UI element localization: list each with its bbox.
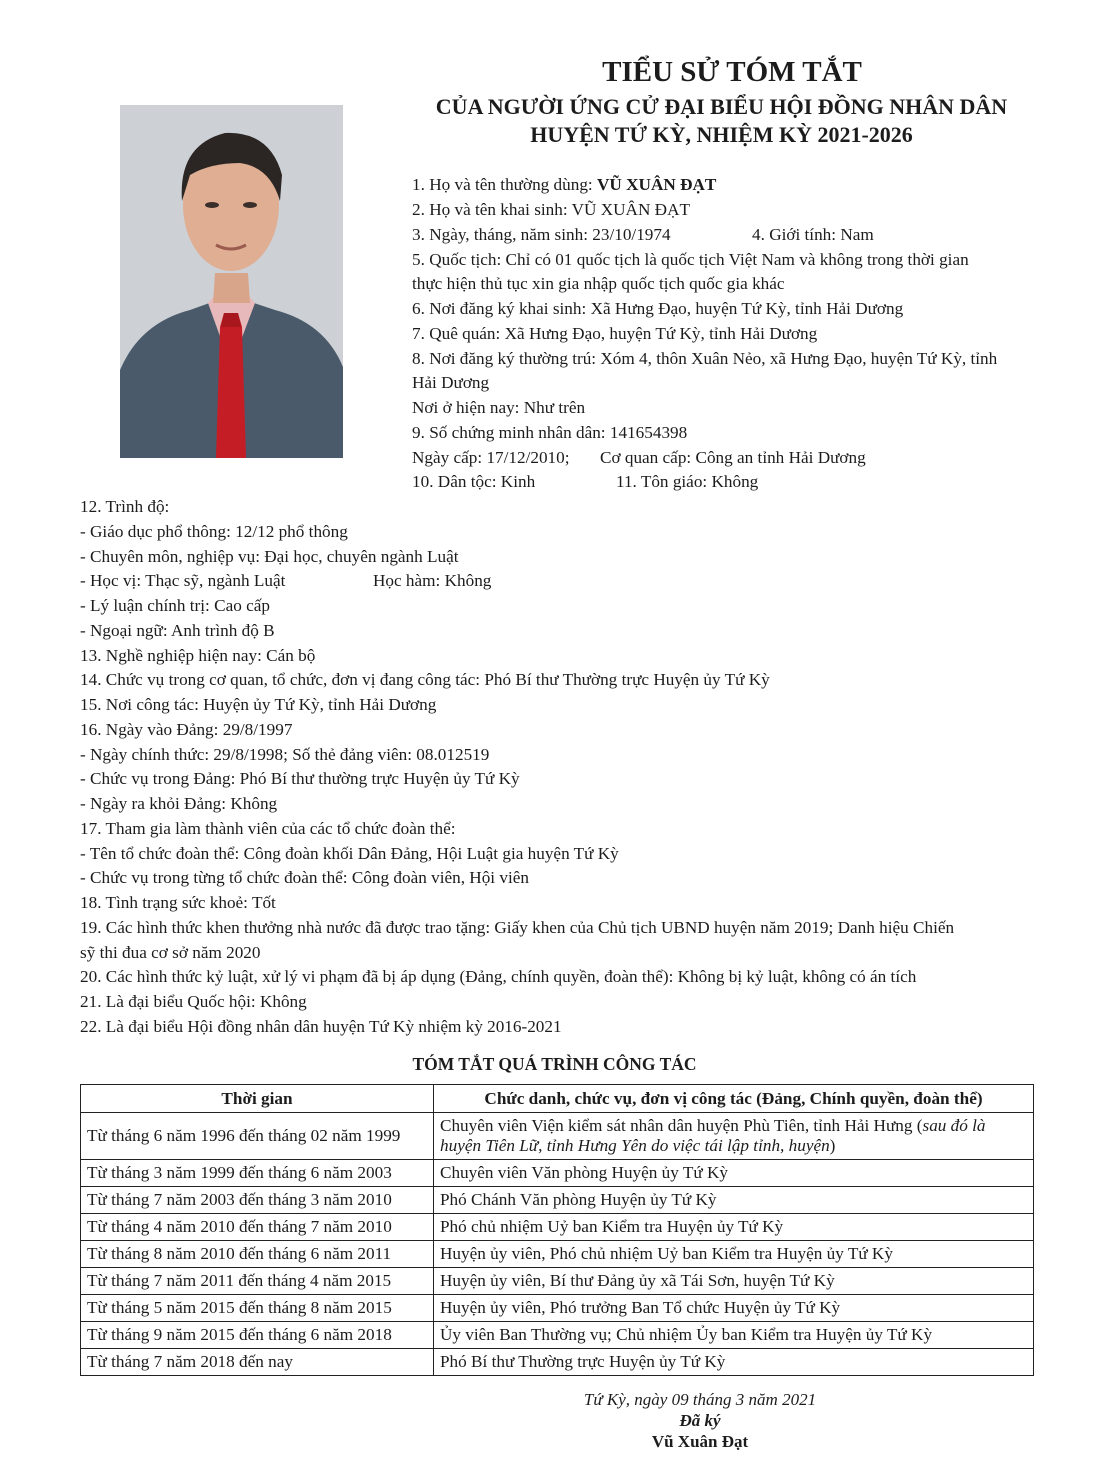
career-table [80, 1084, 1034, 1376]
header-time: Thời gian [81, 1085, 434, 1113]
detail-academic-degree: - Học vị: Thạc sỹ, ngành Luật [80, 571, 286, 590]
career-time: Từ tháng 7 năm 2018 đến nay [81, 1349, 434, 1376]
detail-council-member: 22. Là đại biểu Hội đồng nhân dân huyện Tứ Kỳ nhiệm kỳ 2016-2021 [80, 1017, 562, 1036]
info-current-residence: Nơi ở hiện nay: Như trên [412, 398, 586, 417]
detail-discipline: 20. Các hình thức kỷ luật, xử lý vi phạm đã bị áp dụng (Đảng, chính quyền, đoàn thể): Không bị kỷ luật, không có án tích [80, 967, 917, 986]
detail-current-position: 14. Chức vụ trong cơ quan, tổ chức, đơn vị đang công tác: Phó Bí thư Thường trực Huyện ủy Tứ Kỳ [80, 670, 770, 689]
info-permanent-residence-cont: Hải Dương [412, 373, 490, 392]
career-time: Từ tháng 8 năm 2010 đến tháng 6 năm 2011 [81, 1241, 434, 1268]
career-position: Huyện ủy viên, Phó trưởng Ban Tổ chức Huyện ủy Tứ Kỳ [434, 1295, 1034, 1322]
info-date-of-birth: 3. Ngày, tháng, năm sinh: 23/10/1974 [412, 225, 671, 244]
table-row [81, 1322, 1034, 1349]
candidate-portrait-photo [120, 105, 343, 458]
portrait-illustration [120, 105, 343, 458]
career-position: Phó Chánh Văn phòng Huyện ủy Tứ Kỳ [434, 1187, 1034, 1214]
table-row [81, 1241, 1034, 1268]
info-birth-registration: 6. Nơi đăng ký khai sinh: Xã Hưng Đạo, huyện Tứ Kỳ, tỉnh Hải Dương [412, 299, 904, 318]
detail-organization-roles: - Chức vụ trong từng tổ chức đoàn thể: Công đoàn viên, Hội viên [80, 868, 529, 887]
table-row [81, 1160, 1034, 1187]
career-time: Từ tháng 7 năm 2011 đến tháng 4 năm 2015 [81, 1268, 434, 1295]
career-position: Phó chủ nhiệm Uỷ ban Kiểm tra Huyện ủy Tứ Kỳ [434, 1214, 1034, 1241]
career-position: Huyện ủy viên, Bí thư Đảng ủy xã Tái Sơn, huyện Tứ Kỳ [434, 1268, 1034, 1295]
info-ethnicity: 10. Dân tộc: Kinh [412, 472, 536, 491]
career-time: Từ tháng 4 năm 2010 đến tháng 7 năm 2010 [81, 1214, 434, 1241]
table-row [81, 1349, 1034, 1376]
detail-awards: 19. Các hình thức khen thưởng nhà nước đã được trao tặng: Giấy khen của Chủ tịch UBND huyện năm 2019; Danh hiệu Chiến [80, 918, 955, 937]
info-nationality: 5. Quốc tịch: Chỉ có 01 quốc tịch là quốc tịch Việt Nam và không trong thời gian [412, 250, 969, 269]
career-time: Từ tháng 9 năm 2015 đến tháng 6 năm 2018 [81, 1322, 434, 1349]
info-id-issuer: Cơ quan cấp: Công an tỉnh Hải Dương [600, 448, 866, 467]
career-position: Huyện ủy viên, Phó chủ nhiệm Uỷ ban Kiểm tra Huyện ủy Tứ Kỳ [434, 1241, 1034, 1268]
career-position: Chuyên viên Văn phòng Huyện ủy Tứ Kỳ [434, 1160, 1034, 1187]
table-row [81, 1214, 1034, 1241]
detail-political-theory: - Lý luận chính trị: Cao cấp [80, 596, 270, 615]
detail-general-education: - Giáo dục phổ thông: 12/12 phổ thông [80, 522, 348, 541]
info-hometown: 7. Quê quán: Xã Hưng Đạo, huyện Tứ Kỳ, tỉnh Hải Dương [412, 324, 818, 343]
info-birth-name: 2. Họ và tên khai sinh: VŨ XUÂN ĐẠT [412, 200, 690, 219]
detail-occupation: 13. Nghề nghiệp hiện nay: Cán bộ [80, 646, 316, 665]
detail-party-join-date: 16. Ngày vào Đảng: 29/8/1997 [80, 720, 293, 739]
signature-status: Đã ký [679, 1411, 721, 1430]
table-row [81, 1295, 1034, 1322]
career-section-title: TÓM TẮT QUÁ TRÌNH CÔNG TÁC [412, 1054, 697, 1074]
document-subtitle-1: CỦA NGƯỜI ỨNG CỬ ĐẠI BIỂU HỘI ĐỒNG NHÂN DÂN [435, 94, 1008, 119]
career-time: Từ tháng 7 năm 2003 đến tháng 3 năm 2010 [81, 1187, 434, 1214]
detail-academic-title: Học hàm: Không [373, 571, 492, 590]
detail-party-official-date: - Ngày chính thức: 29/8/1998; Số thẻ đảng viên: 08.012519 [80, 745, 490, 764]
career-time: Từ tháng 5 năm 2015 đến tháng 8 năm 2015 [81, 1295, 434, 1322]
career-time: Từ tháng 6 năm 1996 đến tháng 02 năm 1999 [81, 1113, 434, 1160]
detail-party-position: - Chức vụ trong Đảng: Phó Bí thư thường trực Huyện ủy Tứ Kỳ [80, 769, 520, 788]
document-title: TIỂU SỬ TÓM TẮT [602, 56, 862, 88]
detail-education-heading: 12. Trình độ: [80, 497, 170, 516]
career-position: Ủy viên Ban Thường vụ; Chủ nhiệm Ủy ban Kiểm tra Huyện ủy Tứ Kỳ [434, 1322, 1034, 1349]
detail-national-assembly: 21. Là đại biểu Quốc hội: Không [80, 992, 307, 1011]
signature-date: Tứ Kỳ, ngày 09 tháng 3 năm 2021 [583, 1390, 817, 1409]
info-permanent-residence: 8. Nơi đăng ký thường trú: Xóm 4, thôn Xuân Nẻo, xã Hưng Đạo, huyện Tứ Kỳ, tỉnh [412, 349, 998, 368]
career-time: Từ tháng 3 năm 1999 đến tháng 6 năm 2003 [81, 1160, 434, 1187]
header-position: Chức danh, chức vụ, đơn vị công tác (Đảng, Chính quyền, đoàn thể) [434, 1085, 1034, 1113]
detail-party-exit-date: - Ngày ra khỏi Đảng: Không [80, 794, 278, 813]
career-position: Chuyên viên Viện kiểm sát nhân dân huyện Phù Tiên, tỉnh Hải Hưng (sau đó là huyện Tiên Lữ, tỉnh Hưng Yên do việc tái lập tỉnh, huyện) [434, 1113, 1034, 1160]
detail-awards-cont: sỹ thi đua cơ sở năm 2020 [80, 943, 261, 962]
detail-professional-qualification: - Chuyên môn, nghiệp vụ: Đại học, chuyên ngành Luật [80, 547, 459, 566]
career-position: Phó Bí thư Thường trực Huyện ủy Tứ Kỳ [434, 1349, 1034, 1376]
detail-workplace: 15. Nơi công tác: Huyện ủy Tứ Kỳ, tỉnh Hải Dương [80, 695, 437, 714]
table-row [81, 1268, 1034, 1295]
detail-foreign-language: - Ngoại ngữ: Anh trình độ B [80, 621, 275, 640]
info-id-number: 9. Số chứng minh nhân dân: 141654398 [412, 423, 688, 442]
table-row [81, 1113, 1034, 1160]
detail-organizations-heading: 17. Tham gia làm thành viên của các tổ chức đoàn thể: [80, 819, 456, 838]
document-subtitle-2: HUYỆN TỨ KỲ, NHIỆM KỲ 2021-2026 [530, 122, 913, 147]
signature-name: Vũ Xuân Đạt [651, 1432, 749, 1451]
detail-organization-names: - Tên tổ chức đoàn thể: Công đoàn khối Dân Đảng, Hội Luật gia huyện Tứ Kỳ [80, 844, 619, 863]
info-id-issue-date: Ngày cấp: 17/12/2010; [412, 448, 570, 467]
table-row [81, 1187, 1034, 1214]
info-common-name: 1. Họ và tên thường dùng: VŨ XUÂN ĐẠT [412, 175, 717, 194]
info-gender: 4. Giới tính: Nam [752, 225, 874, 244]
info-religion: 11. Tôn giáo: Không [616, 472, 759, 491]
detail-health: 18. Tình trạng sức khoẻ: Tốt [80, 893, 276, 912]
info-nationality-cont: thực hiện thủ tục xin gia nhập quốc tịch quốc gia khác [412, 274, 785, 293]
career-table-header [81, 1085, 1034, 1113]
